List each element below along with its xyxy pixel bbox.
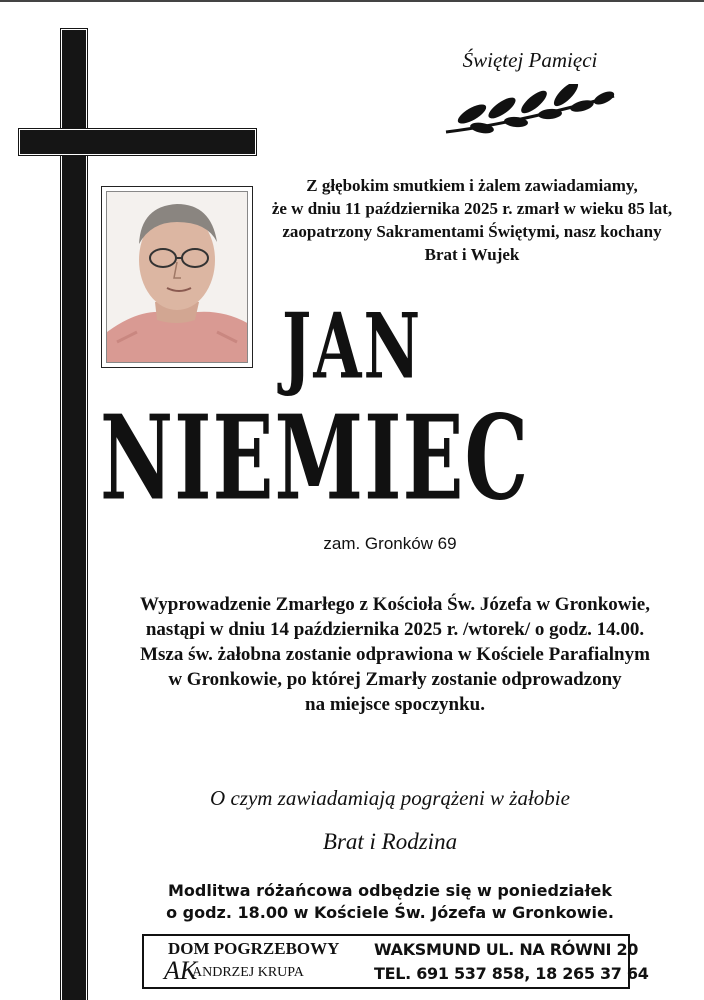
- deceased-address: zam. Gronków 69: [323, 534, 457, 553]
- intro-line: że w dniu 11 października 2025 r. zmarł w wieku 85 lat,: [271, 199, 673, 218]
- deceased-last-name: NIEMIEC: [100, 389, 530, 527]
- portrait-frame: [101, 186, 253, 368]
- funeral-line: Msza św. żałobna zostanie odprawiona w Kościele Parafialnym: [140, 644, 650, 665]
- mourners-intro: O czym zawiadamiają pogrążeni w żałobie: [210, 786, 570, 810]
- laurel-branch-icon: [442, 84, 618, 138]
- funeral-line: nastąpi w dniu 14 października 2025 r. /wtorek/ o godz. 14.00.: [145, 619, 645, 640]
- funeral-home-address: WAKSMUND UL. NA RÓWNI 20: [374, 940, 639, 959]
- intro-line: Z głębokim smutkiem i żalem zawiadamiamy,: [306, 176, 638, 195]
- funeral-line: w Gronkowie, po której Zmarły zostanie odprowadzony: [168, 669, 622, 690]
- funeral-line: na miejsce spoczynku.: [305, 694, 485, 715]
- rosary-line: Modlitwa różańcowa odbędzie się w poniedziałek: [168, 881, 612, 900]
- portrait-photo: [106, 191, 248, 363]
- funeral-home-logo: AK: [164, 956, 198, 985]
- deceased-first-name: JAN: [282, 293, 423, 400]
- intro-line: zaopatrzony Sakramentami Świętymi, nasz kochany: [282, 222, 662, 241]
- cross-arm: [20, 130, 255, 154]
- funeral-details: [100, 592, 690, 717]
- funeral-home-box: [142, 934, 649, 989]
- cross-icon: [62, 30, 86, 1000]
- mourners-names: Brat i Rodzina: [322, 829, 458, 854]
- intro-line: Brat i Wujek: [424, 245, 520, 264]
- announcement-intro: [262, 174, 682, 266]
- funeral-home-name: DOM POGRZEBOWY: [168, 939, 340, 958]
- rosary-notice: [130, 880, 650, 924]
- funeral-home-owner: ANDRZEJ KRUPA: [192, 965, 304, 980]
- top-border: [0, 0, 704, 2]
- memory-title: Świętej Pamięci: [462, 48, 598, 72]
- funeral-line: Wyprowadzenie Zmarłego z Kościoła Św. Józefa w Gronkowie,: [140, 594, 650, 615]
- funeral-home-phones: TEL. 691 537 858, 18 265 37 64: [374, 964, 649, 983]
- rosary-line: o godz. 18.00 w Kościele Św. Józefa w Gronkowie.: [166, 903, 614, 922]
